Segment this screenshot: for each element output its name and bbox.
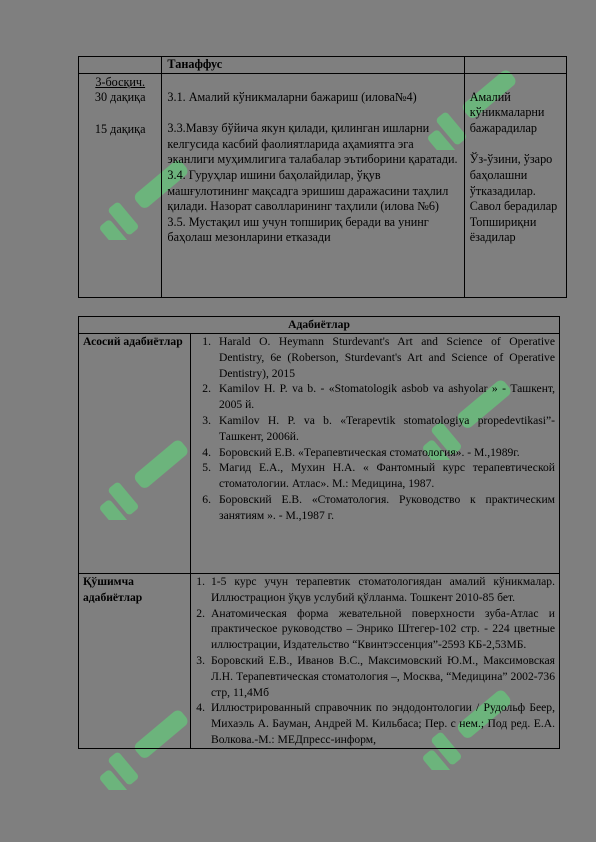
schedule-table <box>78 56 567 298</box>
stage-time-30: 30 дақиқа <box>94 90 146 105</box>
literature-title: Адабиётлар <box>79 317 560 334</box>
list-item: 1. Harald O. Heymann Sturdevant's Art and Science of Operative Dentistry, 6e (Roberson, Sturdevant's Art and Science of Operative Dentistry), 2015 <box>202 335 555 380</box>
stage-row <box>79 73 567 297</box>
step-3-3: 3.3.Мавзу бўйича якун қилади, қилинган ишларни келгусида касбий фаолиятларида аҳамиятга эга эканлиги муҳимлигига талабалар эътиборини қаратади. <box>167 121 458 167</box>
list-item: 2. Анатомическая форма жевательной поверхности зуба-Атлас и практическое руководство – Энрико Штегер-102 стр. - 224 цветные иллюстрации, Издательство “Квинтэссенция”-2593 КБ-2,53МБ. <box>196 606 555 652</box>
teacher-activity-cell <box>162 73 464 297</box>
list-item: 4. Иллюстрированный справочник по эндодонтологии / Рудольф Беер, Михаэль А. Бауман, Андрей М. Кильбаса; Пер. с нем.; Под ред. Е.А. Волкова.-М.: МЕДпресс-информ, <box>196 701 555 746</box>
additional-literature-label: Қўшимча адабиётлар <box>79 574 191 749</box>
student-activity-1: Амалий кўникмаларни бажарадилар <box>469 89 545 135</box>
stage-cell <box>79 73 162 297</box>
break-row <box>79 57 567 74</box>
list-item: 5. Магид Е.А., Мухин Н.А. « Фантомный курс терапевтической стоматологии. Атлас». М.: Медицина, 1987. <box>202 461 555 491</box>
step-3-1: 3.1. Амалий кўникмаларни бажариш (илова№4) <box>167 89 417 104</box>
stage-time-15: 15 дақиқа <box>94 121 146 136</box>
additional-literature-list <box>191 574 555 748</box>
stage-label: 3-босқич. <box>95 74 146 89</box>
list-item: 3. Боровский Е.В., Иванов В.С., Максимовский Ю.М., Максимовская Л.Н. Терапевтическая стоматология –, Москва, “Медицина” 2002-736 стр, 11,4Мб <box>196 653 555 699</box>
step-3-5: 3.5. Мустақил иш учун топшириқ беради ва унинг баҳолаш мезонларини етказади <box>167 214 429 245</box>
step-3-4: 3.4. Гуруҳлар ишини баҳолайдилар, ўқув машғулотининг мақсадга эришиш даражасини таҳлил қилади. Назорат саволларининг таҳлили (илова №6) <box>167 167 449 214</box>
list-item: 3. Kamilov H. P. va b. «Terapevtik stomatologiya propedevtikasi”-Ташкент, 2006й. <box>202 413 555 443</box>
list-item: 1. 1-5 курс учун терапевтик стоматологиядан амалий кўникмалар. Иллюстрацион ўқув услубий қўлланма. Тошкент 2010-85 бет. <box>196 575 555 604</box>
student-activity-2: Ўз-ўзини, ўзаро баҳолашни ўтказадилар. Савол берадилар Топшириқни ёзадилар <box>469 152 558 245</box>
main-literature-list <box>191 334 555 524</box>
literature-table <box>78 316 560 749</box>
list-item: 6. Боровский Е.В. «Стоматология. Руководство к практическим занятиям ». - М.,1987 г. <box>202 492 555 522</box>
break-label: Танаффус <box>162 57 464 74</box>
student-activity-cell <box>464 73 566 297</box>
main-literature-label: Асосий адабиётлар <box>79 334 191 574</box>
list-item: 4. Боровский Е.В. «Терапевтическая стоматология». - М.,1989г. <box>202 445 520 459</box>
list-item: 2. Kamilov H. P. va b. - «Stomatologik asbob va ashyolar » - Ташкент, 2005 й. <box>202 382 555 412</box>
